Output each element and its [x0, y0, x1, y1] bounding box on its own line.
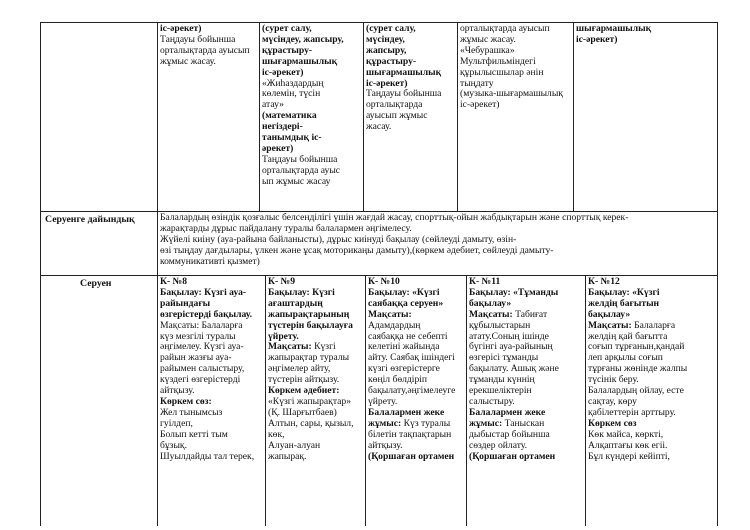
cell-line: атату.Соның ішінде: [469, 330, 549, 342]
cell-line: қабілеттерін арттыру.: [588, 406, 676, 418]
cell-line: өзгерісі тұманды: [469, 352, 539, 364]
cell-line: орталықтарда ауысып: [160, 44, 250, 56]
cell-line: құрылысшылар әнін: [460, 66, 544, 78]
cell-line: шығармашылық: [366, 66, 442, 78]
cell-line: танымдық іс-: [262, 132, 322, 144]
cell-line: Болып кетті тым: [160, 428, 228, 440]
cell-line: іс-әрекет): [460, 99, 500, 111]
table-rule-col2b: [365, 275, 366, 526]
seruen-cell-k11: [469, 277, 584, 462]
seruen-label: Серуен: [80, 278, 112, 289]
cell-line: бүгінгі ауа-райының: [469, 341, 553, 353]
cell-line: Таңдауы бойынша: [366, 88, 442, 100]
cell-line: ып жұмыс жасау: [262, 175, 331, 187]
cell-line: тұманды күннің: [469, 374, 535, 386]
cell-line: желдің қай бағытта: [588, 330, 668, 342]
cell-line: райымен салыстыру,: [160, 363, 245, 375]
cell-line: Балалардың ойлау, есте: [588, 385, 684, 397]
cell-line: К- №8: [160, 277, 187, 287]
cell-line: [588, 321, 716, 332]
cell-line: Жел тынымсыз: [160, 406, 223, 418]
cell-line: бақылау»: [469, 297, 512, 309]
schedule-table: [40, 22, 718, 526]
cell-line: (Қоршаған ортамен: [469, 450, 556, 462]
cell-line: өзі тыңдау дағдылары, үлкен және ұсақ моторикаңы дамыту),(көркем әдебиет, сөйлеуді дамыту-: [160, 244, 554, 256]
cell-line: іс-әрекет): [160, 24, 202, 34]
cell-line: желдің бағытын: [588, 297, 660, 309]
cell-line: Көркем сөз: [588, 417, 637, 429]
cell-line: жапырақ.: [268, 450, 307, 462]
serunge-label: Серуенге дайындық: [45, 214, 135, 225]
cell-line: дыбыстар бойынша: [469, 428, 550, 440]
cell-line: шығармашылық: [576, 24, 652, 34]
table-rule-right: [717, 22, 718, 526]
cell-line: Балалармен жеке: [469, 406, 546, 418]
cell-line: Адамдардың: [368, 319, 421, 331]
cell-line: үйрету.: [368, 395, 398, 407]
top-cell-2: [262, 24, 362, 188]
cell-line: күздегі өзгерістерді: [160, 374, 241, 386]
cell-line: (Қоршаған ортамен: [368, 450, 455, 462]
cell-line: тұрғаны жөнінде жалпы: [588, 363, 688, 375]
cell-line: жапырақтарының: [268, 308, 350, 320]
cell-line: Алуан-алуан: [268, 439, 321, 451]
cell-line: Бұл күндері кейіпті,: [588, 450, 670, 462]
cell-line: Балалармен жеке: [368, 406, 445, 418]
cell-line: «Күзгі жапырақтар»: [268, 395, 351, 407]
cell-line: Балалардың өзіндік қозғалыс белсенділігі үшін жағдай жасау, спорттық-ойын жабдықтарын және спорттық керек-: [160, 213, 629, 223]
top-cell-3: [366, 24, 456, 133]
cell-line: Таңдауы бойынша: [262, 153, 338, 165]
cell-line-text: Балаларға: [631, 319, 676, 331]
cell-line: К- №9: [268, 277, 295, 287]
cell-line: көңіл бөлдіріп: [368, 374, 428, 386]
table-rule-label-col: [157, 22, 158, 526]
cell-line: сақтау, көру: [588, 395, 637, 407]
cell-line: коммуникативті қызмет): [160, 255, 260, 267]
cell-line: түстерін бақылауға: [268, 319, 353, 331]
cell-line: құрастыру-: [262, 44, 313, 56]
table-rule-col3b: [466, 275, 467, 526]
cell-line: райын жазғы ауа-: [160, 352, 232, 364]
cell-line: жұмыс жасау.: [160, 55, 216, 67]
cell-line: көк,: [268, 428, 285, 440]
cell-line: сөздер ойлату.: [469, 439, 528, 451]
cell-line: түсінік беру.: [588, 374, 639, 386]
table-rule-col3: [457, 22, 458, 211]
cell-line: (математика: [262, 110, 317, 122]
cell-line: күзгі өзгерістерге: [368, 363, 440, 375]
cell-line: құрастыру-: [366, 55, 417, 67]
cell-line: Бақылау: Күзгі ауа-: [160, 286, 247, 298]
cell-line: өзгерістерді бақылау.: [160, 308, 253, 320]
cell-line: бақылау»: [588, 308, 631, 320]
cell-line: құбылыстарын: [469, 319, 531, 331]
cell-line: Алқаптағы көк егіі.: [588, 439, 668, 451]
cell-line: Бақылау: «Тұманды: [469, 286, 559, 298]
cell-line: тыңдату: [460, 77, 494, 89]
table-rule-col1: [259, 22, 260, 211]
cell-line: Көркем сөз:: [160, 395, 212, 407]
cell-line-label: Мақсаты:: [469, 308, 513, 320]
cell-line: атау»: [262, 99, 284, 111]
cell-line-text: Күзгі: [311, 341, 336, 353]
cell-line: райындағы: [160, 297, 211, 309]
top-cell-5: [576, 24, 716, 46]
cell-line: Мақсаты:: [368, 308, 412, 320]
cell-line: үйрету.: [268, 330, 299, 342]
cell-line: (сурет салу,: [262, 24, 312, 34]
cell-line-text: Күз туралы: [401, 417, 451, 429]
top-cell-1: [160, 24, 258, 68]
cell-line-text: Таныскан: [502, 417, 545, 429]
cell-line: мүсіндеу, жапсыру,: [262, 33, 344, 45]
cell-line: салыстыру.: [469, 395, 515, 407]
cell-line: «Жиһаздардың: [262, 77, 324, 89]
table-rule-seruen-top: [40, 275, 718, 276]
cell-line: (сурет салу,: [366, 24, 416, 34]
cell-line: Таңдауы бойынша: [160, 33, 236, 45]
cell-line: жарақтарды дұрыс пайдалану туралы балалармен әңгімелесу.: [160, 222, 412, 234]
cell-line: саябаққа серуен»: [368, 297, 444, 309]
cell-line: Алтын, сары, қызыл,: [268, 417, 354, 429]
cell-line: соғып тұрғанын,қандай: [588, 341, 685, 353]
cell-line: Шуылдайды тал терек,: [160, 450, 255, 462]
cell-line: Бақылау: Күзгі: [268, 286, 335, 298]
cell-line: айту. Саябақ ішіндегі: [368, 352, 455, 364]
seruen-cell-k9: [268, 277, 364, 462]
cell-line-label: Мақсаты:: [268, 341, 312, 353]
cell-line: әрекет): [262, 142, 294, 154]
cell-line: жапырақтар туралы: [268, 352, 350, 364]
cell-line: К- №10: [368, 277, 400, 287]
cell-line: жапсыру,: [366, 44, 407, 56]
seruen-cell-k12: [588, 277, 716, 462]
cell-line: Мультфильміндегі: [460, 55, 536, 67]
table-rule-col1b: [265, 275, 266, 526]
cell-line: келетіні жайында: [368, 341, 440, 353]
cell-line: күз мезгілі туралы: [160, 330, 236, 342]
cell-line: мүсіндеу,: [366, 33, 405, 45]
cell-line: іс-әрекет): [366, 77, 408, 89]
cell-line: жасау.: [366, 121, 392, 133]
cell-line-text: Табиғат: [512, 308, 548, 320]
cell-line: айтқызу.: [368, 439, 403, 451]
cell-line: саябаққа не себепті: [368, 330, 448, 342]
top-cell-4: [460, 24, 572, 111]
cell-line: гуілдеп,: [160, 417, 193, 429]
cell-line: Көк майса, көркті,: [588, 428, 664, 440]
table-rule-col2: [363, 22, 364, 211]
seruen-cell-k10: [368, 277, 465, 462]
table-rule-left: [40, 22, 41, 526]
cell-line: білетін тақпақтарын: [368, 428, 452, 440]
cell-line: ағаштардың: [268, 297, 323, 309]
table-rule-top: [40, 22, 718, 23]
cell-line: [469, 310, 584, 321]
cell-line: әңгімелер айту,: [268, 363, 331, 375]
cell-line: Бақылау: «Күзгі: [368, 286, 440, 298]
cell-line: орталықтарда ауысып: [460, 24, 550, 34]
cell-line: (музыка-шығармашылық: [460, 88, 563, 100]
cell-line: ерекшеліктерін: [469, 385, 532, 397]
cell-line: орталықтарда: [366, 99, 423, 111]
cell-line: іс-әрекет): [576, 33, 618, 45]
cell-line: бақылату. Ашық және: [469, 363, 559, 375]
cell-line: шығармашылық: [262, 55, 338, 67]
cell-line: жұмыс жасау.: [460, 33, 516, 45]
cell-line: Бақылау: «Күзгі: [588, 286, 660, 298]
cell-line: леп арқылы соғып: [588, 352, 663, 364]
cell-line: «Чебурашка»: [460, 44, 515, 56]
cell-line: К- №11: [469, 277, 501, 287]
table-rule-serunge-top: [40, 211, 718, 212]
cell-line: Көркем әдебиет:: [268, 385, 340, 397]
cell-line: орталықтарда ауыс: [262, 164, 341, 176]
cell-line: (Қ. Шарғытбаев): [268, 406, 337, 418]
cell-line: көлемін, түсін: [262, 88, 321, 100]
cell-line: Жүйелі киіну (ауа-райына байланысты), дұрыс киінуді бақылау (сөйлеуді дамыту, өзін-: [160, 233, 517, 245]
cell-line: түстерін айтқызу.: [268, 374, 340, 386]
cell-line: айтқызу.: [160, 385, 195, 397]
cell-line: бұзық.: [160, 439, 187, 451]
table-rule-col4b: [585, 275, 586, 526]
seruen-cell-k8: [160, 277, 264, 462]
cell-line-label: Мақсаты:: [588, 319, 632, 331]
cell-line: бақылату,әңгімелеуге: [368, 385, 456, 397]
cell-line: ауысып жұмыс: [366, 110, 428, 122]
cell-line: Мақсаты: Балаларға: [160, 319, 243, 331]
cell-line: негіздері-: [262, 121, 303, 133]
cell-line-label: жұмыс:: [469, 417, 503, 429]
cell-line-label: жұмыс:: [368, 417, 402, 429]
cell-line: К- №12: [588, 277, 620, 287]
cell-line: әңгімелеу. Күзгі ауа-: [160, 341, 244, 353]
table-rule-col4: [573, 22, 574, 211]
cell-line: іс-әрекет): [262, 66, 304, 78]
serunge-content: [160, 213, 716, 268]
